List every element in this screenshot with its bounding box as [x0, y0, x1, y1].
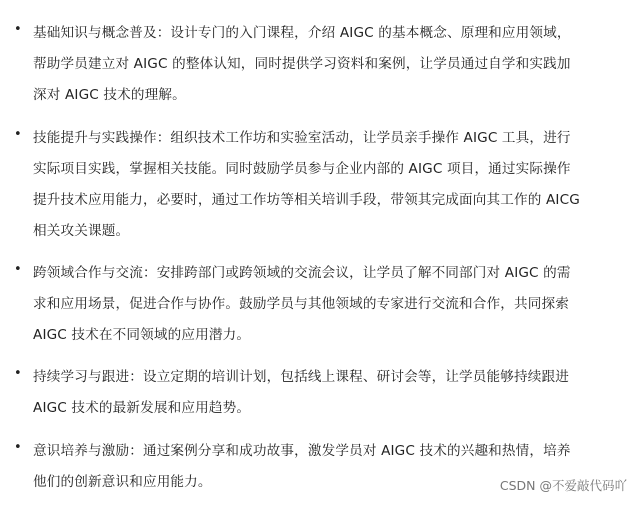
text-line: 深对 AIGC 技术的理解。 [33, 87, 186, 103]
text-line: 技能提升与实践操作：组织技术工作坊和实验室活动，让学员亲手操作 AIGC 工具，进行 [33, 130, 571, 146]
text-line: 他们的创新意识和应用能力。 [33, 474, 212, 490]
bullet-icon: • [14, 440, 22, 455]
text-line: AIGC 技术的最新发展和应用趋势。 [33, 400, 251, 416]
watermark: CSDN @不爱敲代码吖 [499, 478, 627, 493]
text-line: 跨领域合作与交流：安排跨部门或跨领域的交流会议，让学员了解不同部门对 AIGC 的需 [33, 265, 571, 281]
bullet-icon: • [14, 127, 22, 142]
text-line: 求和应用场景，促进合作与协作。鼓励学员与其他领域的专家进行交流和合作，共同探索 [33, 296, 570, 312]
bullet-icon: • [14, 262, 22, 277]
text-line: 持续学习与跟进：设立定期的培训计划，包括线上课程、研讨会等，让学员能够持续跟进 [33, 369, 570, 385]
bullet-icon: • [14, 22, 22, 37]
text-line: 帮助学员建立对 AIGC 的整体认知，同时提供学习资料和案例，让学员通过自学和实践加 [33, 56, 571, 72]
list-item-text [33, 18, 633, 111]
text-line: 实际项目实践，掌握相关技能。同时鼓励学员参与企业内部的 AIGC 项目，通过实际操作 [33, 161, 571, 177]
list-item-text [33, 123, 633, 247]
bullet-icon: • [14, 366, 22, 381]
text-line: AIGC 技术在不同领域的应用潜力。 [33, 327, 251, 343]
text-line: 相关攻关课题。 [33, 223, 130, 239]
text-line: 意识培养与激励：通过案例分享和成功故事，激发学员对 AIGC 技术的兴趣和热情，培养 [33, 443, 571, 459]
text-line: 基础知识与概念普及：设计专门的入门课程，介绍 AIGC 的基本概念、原理和应用领域， [33, 25, 571, 41]
text-line: 提升技术应用能力，必要时，通过工作坊等相关培训手段，带领其完成面向其工作的 AICG [33, 192, 580, 208]
list-item-text [33, 362, 633, 424]
list-item-text [33, 258, 633, 351]
